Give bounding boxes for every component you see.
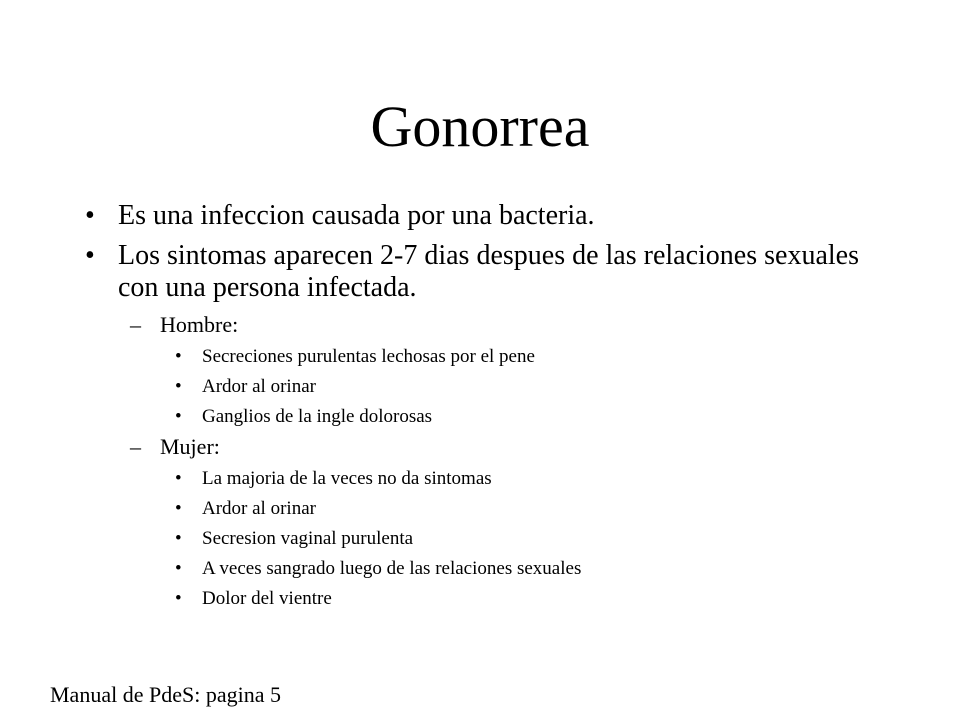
bullet-marker: •: [175, 376, 182, 397]
sub-bullet-text: Ardor al orinar: [202, 376, 316, 397]
sub-bullet-text: Secresion vaginal purulenta: [202, 528, 414, 549]
sub-bullet-text: Ardor al orinar: [202, 498, 316, 519]
sub-bullet-item: [72, 498, 892, 520]
bullet-text: Es una infeccion causada por una bacteria.: [118, 200, 595, 231]
bullet-marker: •: [175, 558, 182, 579]
sub-bullet-item: [72, 406, 892, 428]
subheading-mujer: [72, 434, 892, 460]
bullet-marker: •: [175, 588, 182, 609]
bullet-marker: •: [175, 406, 182, 427]
subheading-label: Mujer:: [160, 434, 220, 459]
sub-bullet-text: Secreciones purulentas lechosas por el pene: [202, 346, 535, 367]
bullet-marker: •: [175, 498, 182, 519]
sub-bullet-item: [72, 376, 892, 398]
bullet-marker: •: [175, 468, 182, 489]
footer-reference: Manual de PdeS: pagina 5: [50, 682, 281, 707]
sub-bullet-item: [72, 588, 892, 610]
dash-marker: –: [130, 434, 141, 459]
bullet-marker: •: [85, 240, 95, 271]
subheading-label: Hombre:: [160, 312, 239, 337]
sub-bullet-text: La majoria de la veces no da sintomas: [202, 468, 492, 489]
sub-bullet-item: [72, 528, 892, 550]
sub-bullet-text: A veces sangrado luego de las relaciones sexuales: [202, 558, 582, 579]
bullet-item: [72, 200, 892, 232]
bullet-marker: •: [175, 346, 182, 367]
sub-bullet-item: [72, 346, 892, 368]
sub-bullet-item: [72, 558, 892, 580]
bullet-marker: •: [85, 200, 95, 231]
sub-bullet-text: Ganglios de la ingle dolorosas: [202, 406, 433, 427]
bullet-text: Los sintomas aparecen 2-7 dias despues de las relaciones sexuales con una persona infectada.: [118, 240, 859, 303]
sub-bullet-text: Dolor del vientre: [202, 588, 332, 609]
bullet-item: [72, 240, 892, 304]
subheading-hombre: [72, 312, 892, 338]
slide-title: Gonorrea: [370, 94, 590, 159]
bullet-marker: •: [175, 528, 182, 549]
sub-bullet-item: [72, 468, 892, 490]
dash-marker: –: [130, 312, 141, 337]
bullet-list: [72, 200, 892, 610]
